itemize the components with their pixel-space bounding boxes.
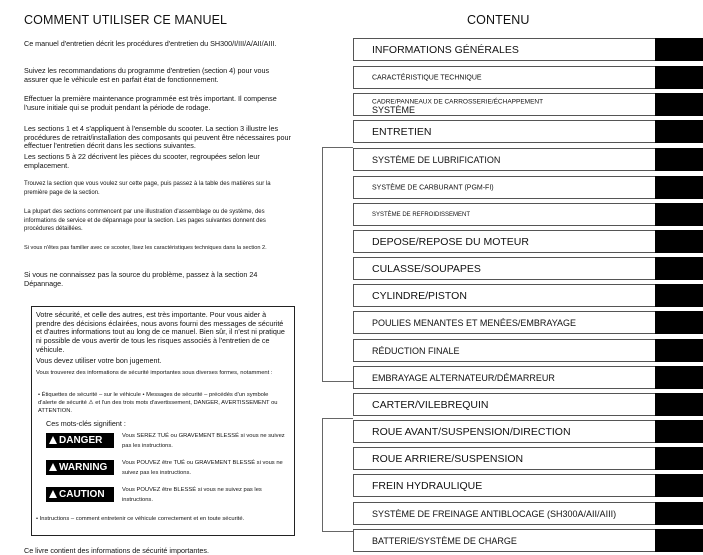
toc-entry-label: CADRE/PANNEAUX DE CARROSSERIE/ÉCHAPPEMENT	[372, 98, 544, 106]
section-tab-marker	[655, 230, 703, 253]
safety-judgement: Vous devez utiliser votre bon jugement.	[36, 356, 162, 365]
section-tab-marker	[655, 502, 703, 525]
safety-bullet-labels: • Étiquettes de sécurité – sur le véhicule • Messages de sécurité – précédés d'un symbole d'alerte de sécurité ⚠ et l'un des trois mots d'avertissement, DANGER, AVERTISSEMENT ou ATTENTION.	[38, 392, 278, 414]
toc-entry-label: EMBRAYAGE ALTERNATEUR/DÉMARREUR	[372, 372, 555, 383]
section-tab-marker	[655, 203, 703, 226]
toc-entry-label: CYLINDRE/PISTON	[372, 289, 467, 302]
toc-entry-label: RÉDUCTION FINALE	[372, 345, 460, 356]
section-tab-marker	[655, 420, 703, 443]
safety-intro: Votre sécurité, et celle des autres, est très importante. Pour vous aider à prendre des décisions éclairées, nous avons fourni des messages de sécurité et d'autres informations tout au long de ce manuel. Bien sûr, il n'est ni pratique ni possible de vous avertir de tous les risques associés à l'entretien de ce véhicule.	[36, 310, 285, 354]
toc-entry[interactable]	[353, 176, 655, 199]
toc-entry[interactable]	[353, 120, 655, 143]
danger-description: Vous SEREZ TUÉ ou GRAVEMENT BLESSÉ si vous ne suivez pas les instructions.	[122, 433, 285, 449]
section-tab-marker	[655, 339, 703, 362]
warning-triangle-icon	[49, 436, 57, 444]
section-tab-marker	[655, 474, 703, 497]
warning-triangle-icon	[49, 490, 57, 498]
toc-entry[interactable]	[353, 420, 655, 443]
toc-entry[interactable]	[353, 203, 655, 226]
danger-badge: DANGER	[46, 433, 114, 448]
section-tab-marker	[655, 529, 703, 552]
warning-badge: WARNING	[46, 460, 114, 475]
toc-entry-label: SYSTÈME DE LUBRIFICATION	[372, 154, 501, 165]
toc-entry[interactable]	[353, 311, 655, 334]
safety-bullet-instructions: • Instructions – comment entretenir ce véhicule correctement et en toute sécurité.	[36, 516, 245, 522]
section-tab-marker	[655, 311, 703, 334]
warning-triangle-icon	[49, 463, 57, 471]
section-tab-marker	[655, 284, 703, 307]
toc-entry[interactable]	[353, 447, 655, 470]
keywords-label: Ces mots-clés signifient :	[46, 419, 126, 428]
toc-entry-label: DEPOSE/REPOSE DU MOTEUR	[372, 235, 529, 248]
left-heading: COMMENT UTILISER CE MANUEL	[24, 13, 228, 27]
paragraph: Effectuer la première maintenance programmée est très important. Il compense l'usure initiale qui se produit pendant la période de rodage.	[24, 94, 277, 112]
section-tab-marker	[655, 176, 703, 199]
toc-entry-label: INFORMATIONS GÉNÉRALES	[372, 43, 519, 56]
section-tab-marker	[655, 366, 703, 389]
toc-entry-label: POULIES MENANTES ET MENÉES/EMBRAYAGE	[372, 317, 577, 328]
chassis-group-bracket	[322, 418, 353, 532]
toc-heading: CONTENU	[467, 13, 530, 27]
toc-entry-label: CARTER/VILEBREQUIN	[372, 398, 489, 411]
toc-entry[interactable]	[353, 148, 655, 171]
paragraph: Les sections 5 à 22 décrivent les pièces du scooter, regroupées selon leur emplacement.	[24, 152, 260, 170]
paragraph: La plupart des sections commencent par une illustration d'assemblage ou de système, des informations de service et de dépannage pour la section. Les pages suivantes donnent des procédures détaillées.	[24, 209, 266, 233]
toc-entry-label: ROUE ARRIERE/SUSPENSION	[372, 452, 524, 465]
caution-description: Vous POUVEZ être BLESSÉ si vous ne suivez pas les instructions.	[122, 487, 262, 503]
safety-box	[31, 306, 295, 536]
toc-entry-label: SYSTÈME DE CARBURANT (PGM-FI)	[372, 184, 494, 191]
toc-entry-label: FREIN HYDRAULIQUE	[372, 479, 483, 492]
toc-entry-label: CARACTÉRISTIQUE TECHNIQUE	[372, 74, 482, 81]
toc-entry[interactable]	[353, 529, 655, 552]
cut-off-text: Ce livre contient des informations de sécurité importantes.	[24, 546, 209, 555]
toc-entry[interactable]	[353, 502, 655, 525]
section-tab-marker	[655, 66, 703, 89]
toc-entry[interactable]	[353, 393, 655, 416]
section-tab-marker	[655, 257, 703, 280]
paragraph: Trouvez la section que vous voulez sur cette page, puis passez à la table des matières sur la première page de la section.	[24, 181, 271, 196]
paragraph: Ce manuel d'entretien décrit les procédures d'entretien du SH300/I/III/A/AII/AIII.	[24, 39, 277, 48]
warning-description: Vous POUVEZ être TUÉ ou GRAVEMENT BLESSÉ si vous ne suivez pas les instructions.	[122, 460, 283, 476]
toc-entry[interactable]	[353, 93, 655, 116]
section-tab-marker	[655, 447, 703, 470]
toc-entry-label: ENTRETIEN	[372, 125, 432, 138]
section-tab-marker	[655, 93, 703, 116]
paragraph: Si vous ne connaissez pas la source du problème, passez à la section 24 Dépannage.	[24, 270, 258, 288]
toc-entry[interactable]	[353, 257, 655, 280]
toc-entry[interactable]	[353, 38, 655, 61]
toc-entry-label: SYSTÈME DE REFROIDISSEMENT	[372, 211, 471, 218]
section-tab-marker	[655, 393, 703, 416]
toc-entry[interactable]	[353, 284, 655, 307]
paragraph: Si vous n'êtes pas familier avec ce scooter, lisez les caractéristiques techniques dans la section 2.	[24, 245, 267, 251]
paragraph: Les sections 1 et 4 s'appliquent à l'ensemble du scooter. La section 3 illustre les procédures de retrait/installation des composants qui peuvent être nécessaires pour effectuer l'entretien décrit dans les sections suivantes.	[24, 124, 291, 151]
toc-entry-label: ROUE AVANT/SUSPENSION/DIRECTION	[372, 425, 571, 438]
toc-entry[interactable]	[353, 66, 655, 89]
caution-badge: CAUTION	[46, 487, 114, 502]
section-tab-marker	[655, 38, 703, 61]
toc-entry-label-line2: SYSTÈME	[372, 105, 416, 115]
toc-entry-label: BATTERIE/SYSTÈME DE CHARGE	[372, 535, 517, 546]
paragraph: Suivez les recommandations du programme d'entretien (section 4) pour vous assurer que le véhicule est en parfait état de fonctionnement.	[24, 66, 270, 84]
section-tab-marker	[655, 148, 703, 171]
toc-entry[interactable]	[353, 366, 655, 389]
toc-entry-label: SYSTÈME DE FREINAGE ANTIBLOCAGE (SH300A/AII/AIII)	[372, 508, 617, 519]
safety-forms: Vous trouverez des informations de sécurité importantes sous diverses formes, notamment :	[36, 370, 273, 376]
toc-entry[interactable]	[353, 230, 655, 253]
toc-entry[interactable]	[353, 339, 655, 362]
section-tab-marker	[655, 120, 703, 143]
toc-entry-label: CULASSE/SOUPAPES	[372, 262, 481, 275]
toc-entry[interactable]	[353, 474, 655, 497]
engine-group-bracket	[322, 147, 353, 382]
